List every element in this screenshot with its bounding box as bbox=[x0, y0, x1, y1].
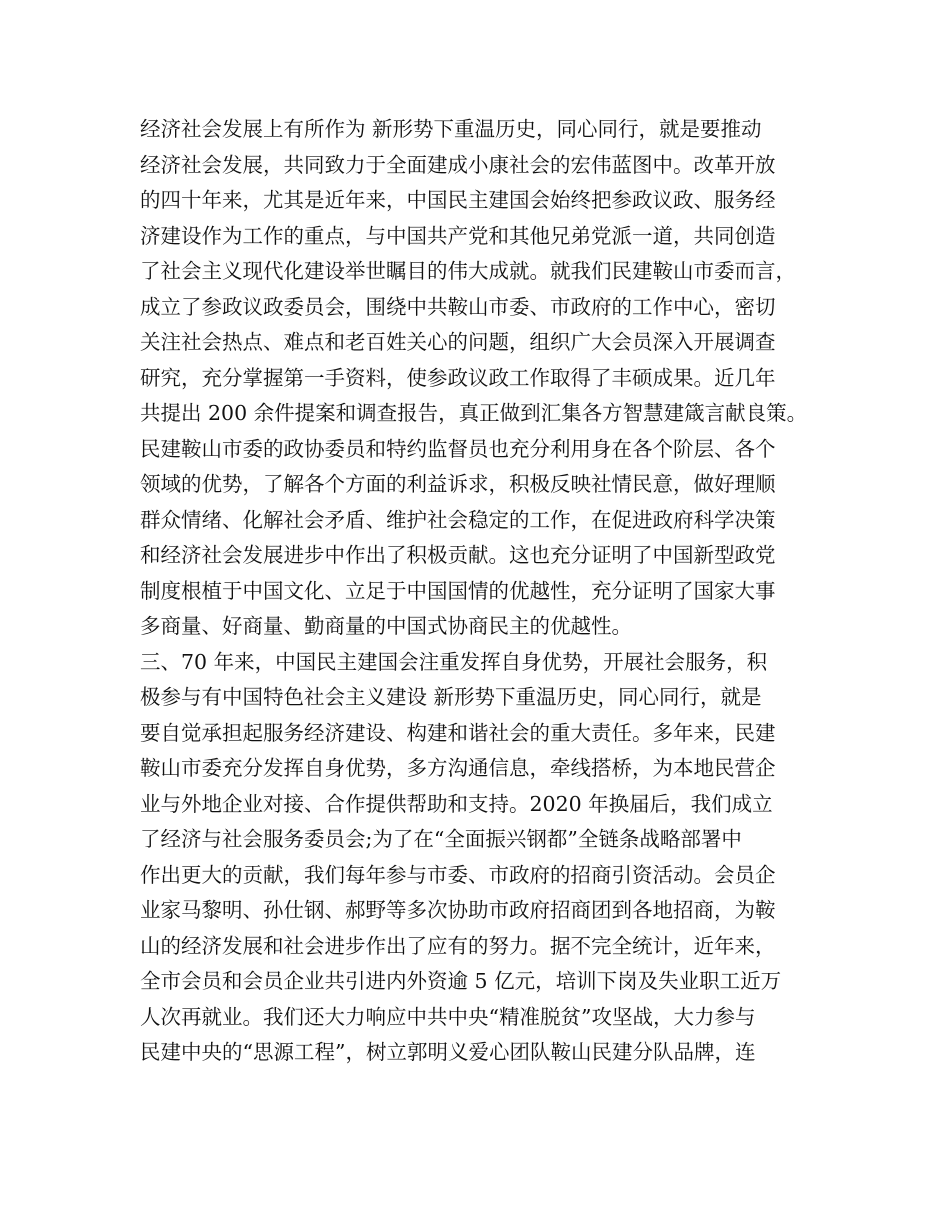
body-text bbox=[140, 112, 830, 1071]
text-line: 极参与有中国特色社会主义建设 新形势下重温历史，同心同行，就是 bbox=[140, 685, 762, 709]
text-line: 鞍山市委充分发挥自身优势，多方沟通信息，牵线搭桥，为本地民营企 bbox=[140, 756, 776, 780]
text-line: 成立了参政议政委员会，围绕中共鞍山市委、市政府的工作中心，密切 bbox=[140, 294, 776, 319]
text-line: 多商量、好商量、勤商量的中国式协商民主的优越性。 bbox=[140, 614, 632, 638]
text-line: 济建设作为工作的重点，与中国共产党和其他兄弟党派一道，共同创造 bbox=[140, 223, 776, 248]
text-line: 经济社会发展，共同致力于全面建成小康社会的宏伟蓝图中。改革开放 bbox=[140, 152, 776, 177]
text-line: 的四十年来，尤其是近年来，中国民主建国会始终把参政议政、服务经 bbox=[140, 188, 776, 212]
text-line: 要自觉承担起服务经济建设、构建和谐社会的重大责任。多年来，民建 bbox=[140, 720, 776, 745]
text-line: 共提出 200 余件提案和调查报告，真正做到汇集各方智慧建箴言献良策。 bbox=[140, 401, 808, 425]
text-line: 山的经济发展和社会进步作出了应有的努力。据不完全统计，近年来， bbox=[140, 933, 776, 958]
text-line: 和经济社会发展进步中作出了积极贡献。这也充分证明了中国新型政党 bbox=[140, 543, 776, 567]
text-line: 全市会员和会员企业共引进内外资逾 5 亿元，培训下岗及失业职工近万 bbox=[140, 969, 782, 993]
text-line: 民建中央的“思源工程”，树立郭明义爱心团队鞍山民建分队品牌，连 bbox=[140, 1040, 756, 1064]
text-line: 经济社会发展上有所作为 新形势下重温历史，同心同行，就是要推动 bbox=[140, 117, 762, 141]
text-line: 群众情绪、化解社会矛盾、维护社会稳定的工作，在促进政府科学决策 bbox=[140, 507, 776, 532]
text-line: 三、70 年来，中国民主建国会注重发挥自身优势，开展社会服务，积 bbox=[140, 649, 768, 674]
text-line: 领域的优势，了解各个方面的利益诉求，积极反映社情民意，做好理顺 bbox=[140, 472, 776, 496]
text-line: 业家马黎明、孙仕钢、郝野等多次协助市政府招商团到各地招商，为鞍 bbox=[140, 898, 776, 922]
text-line: 研究，充分掌握第一手资料，使参政议政工作取得了丰硕成果。近几年 bbox=[140, 365, 776, 390]
text-line: 关注社会热点、难点和老百姓关心的问题，组织广大会员深入开展调查 bbox=[140, 330, 776, 354]
text-line: 了社会主义现代化建设举世瞩目的伟大成就。就我们民建鞍山市委而言， bbox=[140, 259, 796, 283]
text-line: 制度根植于中国文化、立足于中国国情的优越性，充分证明了国家大事 bbox=[140, 578, 776, 603]
text-line: 业与外地企业对接、合作提供帮助和支持。2020 年换届后，我们成立 bbox=[140, 791, 773, 816]
text-line: 了经济与社会服务委员会;为了在“全面振兴钢都”全链条战略部署中 bbox=[140, 827, 742, 851]
text-line: 人次再就业。我们还大力响应中共中央“精准脱贫”攻坚战，大力参与 bbox=[140, 1004, 756, 1029]
text-line: 民建鞍山市委的政协委员和特约监督员也充分利用身在各个阶层、各个 bbox=[140, 436, 776, 461]
text-line: 作出更大的贡献，我们每年参与市委、市政府的招商引资活动。会员企 bbox=[140, 862, 776, 887]
